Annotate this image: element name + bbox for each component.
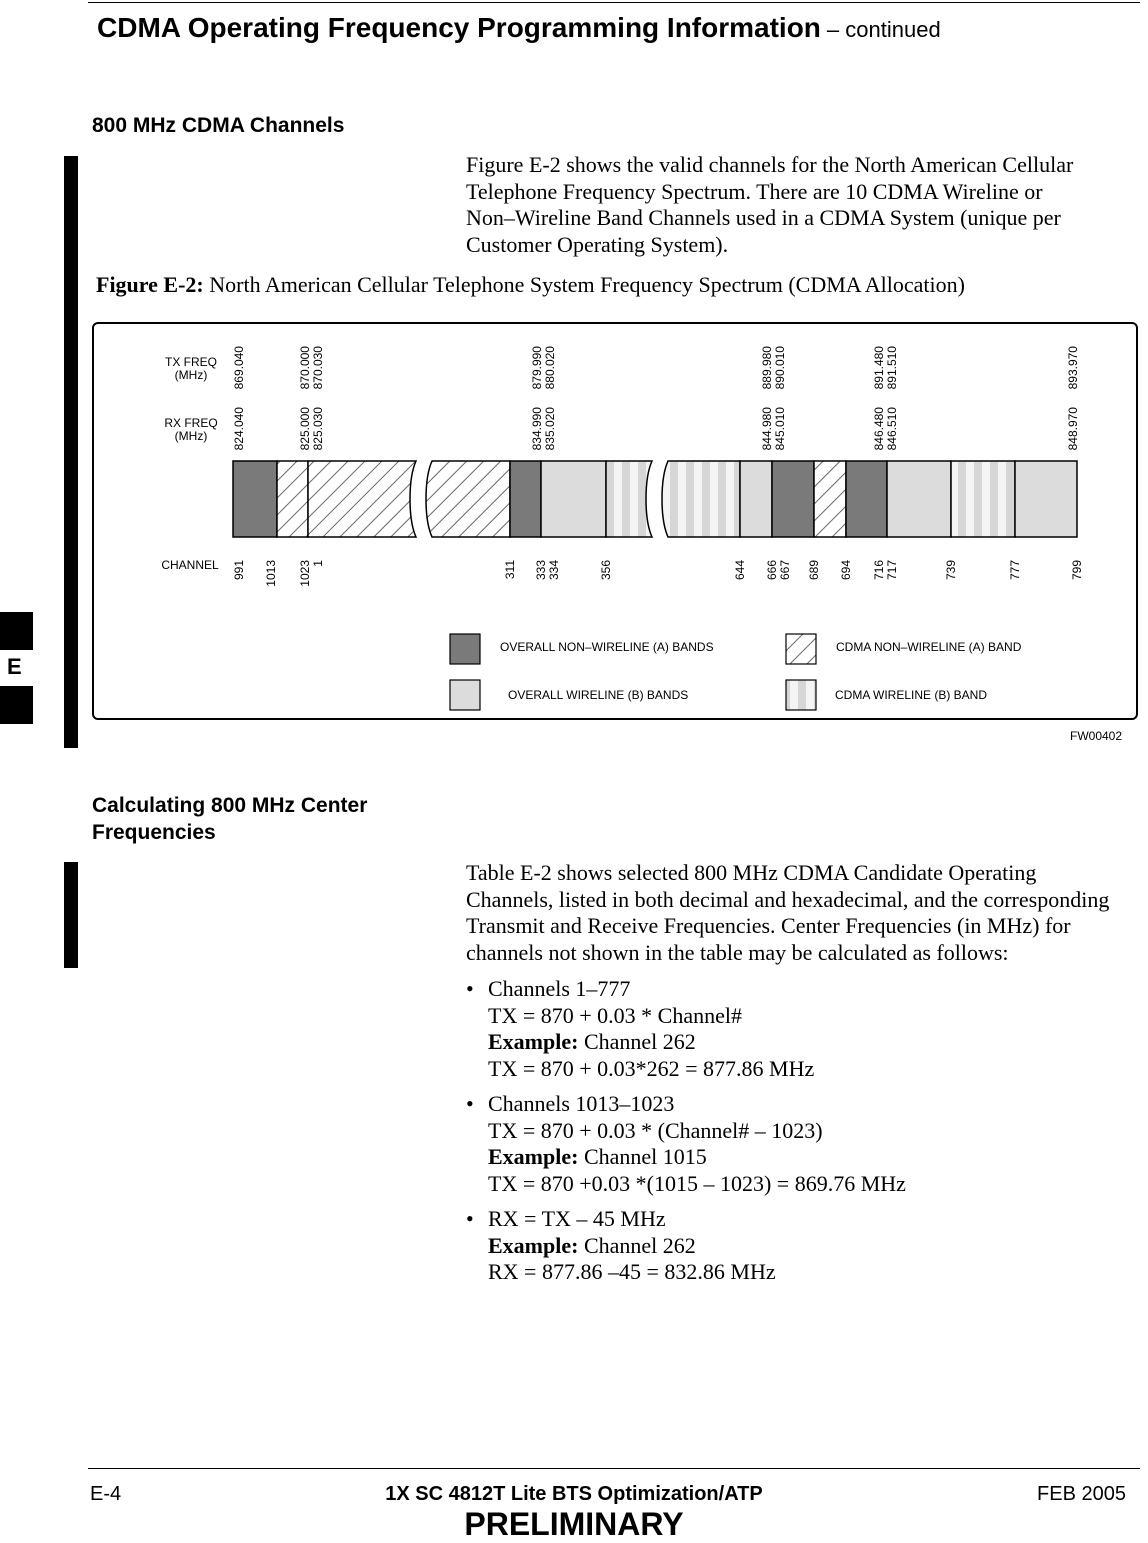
band-wireline-b-334 (541, 461, 606, 537)
section1-paragraph (466, 152, 1146, 258)
figure-caption-text: North American Cellular Telephone System Frequency Spectrum (CDMA Allocation) (209, 272, 965, 297)
bullet-example (488, 1029, 1146, 1056)
band-cdma-wireline-b-356 (606, 461, 652, 537)
band-cdma-nonwireline-a-1023 (308, 461, 416, 537)
legend-swatch-cdma-nonwireline (786, 634, 816, 664)
example-label: Example: (488, 1029, 579, 1054)
tx-freq-tick-label: 891.480 (872, 346, 886, 390)
page-title (97, 12, 941, 44)
bullet-calc: RX = 877.86 –45 = 832.86 MHz (488, 1259, 776, 1284)
legend-swatch-overall-wireline (450, 680, 480, 710)
rx-freq-tick-label: 825.000 (298, 407, 312, 451)
example-label: Example: (488, 1232, 579, 1258)
tx-freq-tick-label: 870.030 (311, 346, 325, 390)
channel-tick-label: 356 (599, 560, 613, 581)
legend-swatch-overall-nonwireline (450, 634, 480, 664)
legend-swatch-cdma-wireline (786, 680, 816, 710)
legend (450, 634, 1022, 710)
footer-document-title: 1X SC 4812T Lite BTS Optimization/ATP (385, 1483, 763, 1505)
tx-freq-tick-label: 889.980 (760, 346, 774, 390)
frequency-spectrum-figure (92, 322, 1138, 720)
paragraph-line: Figure E-2 shows the valid channels for the North American Cellular (466, 152, 1074, 177)
channel-tick-label: 644 (733, 560, 747, 581)
channel-tick-label: 1023 (298, 560, 312, 587)
bullet-calc: TX = 870 +0.03 *(1015 – 1023) = 869.76 MHz (488, 1170, 906, 1196)
band-wireline-b-777 (1015, 461, 1077, 537)
bullet-formula: TX = 870 + 0.03 * (Channel# – 1023) (488, 1117, 823, 1143)
tx-freq-unit: (MHz) (174, 368, 208, 382)
tx-freq-tick-label: 893.970 (1066, 346, 1080, 390)
band-wireline-b-666 (740, 461, 772, 537)
page-title-text: CDMA Operating Frequency Programming Information (97, 12, 821, 43)
channel-tick-label: 799 (1070, 560, 1084, 581)
paragraph-line: Channels, listed in both decimal and hexadecimal, and the corresponding (466, 886, 1110, 912)
rx-freq-tick-label: 824.040 (232, 407, 246, 451)
bullet-head: • Channels 1–777 (488, 976, 631, 1001)
section-heading-800mhz-channels: 800 MHz CDMA Channels (92, 114, 345, 137)
section-tab-letter: E (7, 654, 22, 679)
legend-label-overall-wireline: OVERALL WIRELINE (B) BANDS (508, 688, 689, 702)
rx-freq-tick-label: 846.480 (872, 407, 886, 451)
tx-freq-tick-label: 879.990 (530, 346, 544, 390)
formula-list (466, 976, 1146, 1295)
rx-freq-tick-label: 844.980 (760, 407, 774, 451)
channel-tick-label: 717 (885, 560, 899, 581)
rx-freq-tick-label: 848.970 (1066, 407, 1080, 451)
paragraph-line: Table E-2 shows selected 800 MHz CDMA Candidate Operating (466, 860, 1037, 885)
channel-tick-label: 333 (534, 560, 548, 581)
band-wireline-b-717 (887, 461, 951, 537)
tx-freq-tick-label: 891.510 (885, 346, 899, 390)
bullet-example (488, 1144, 1146, 1171)
bullet-calc: TX = 870 + 0.03*262 = 877.86 MHz (488, 1055, 815, 1081)
legend-label-cdma-nonwireline: CDMA NON–WIRELINE (A) BAND (836, 640, 1022, 654)
footer-date: FEB 2005 (1037, 1483, 1126, 1505)
channel-tick-label: 666 (765, 560, 779, 581)
bullet-example (488, 1233, 1146, 1260)
tx-freq-tick-label: 869.040 (232, 346, 246, 390)
rx-freq-tick-label: 825.030 (311, 407, 325, 451)
band-cdma-nonwireline-a-689 (814, 461, 846, 537)
paragraph-line: Non–Wireline Band Channels used in a CDMA System (unique per (466, 205, 1061, 230)
figure-caption-label: Figure E-2: (96, 272, 204, 297)
channel-tick-label: 739 (944, 560, 958, 581)
paragraph-line: Transmit and Receive Frequencies. Center Frequencies (in MHz) for (466, 913, 1071, 938)
page-title-continued: – continued (826, 17, 941, 42)
section-tab-lower (0, 686, 33, 724)
band-nonwireline-a-667 (772, 461, 814, 537)
tx-freq-label: TX FREQ (164, 355, 218, 369)
channel-tick-label: 716 (872, 560, 886, 581)
example-text: Channel 262 (583, 1029, 696, 1054)
header-rule (88, 2, 1140, 3)
channel-tick-label: 991 (232, 560, 246, 581)
heading-line: Frequencies (92, 821, 216, 844)
bullet-head: • Channels 1013–1023 (488, 1091, 675, 1116)
rx-freq-tick-label: 845.010 (773, 407, 787, 451)
channel-tick-label: 689 (807, 560, 821, 581)
bullet-formula: TX = 870 + 0.03 * Channel# (488, 1002, 742, 1028)
channel-tick-label: 777 (1008, 560, 1022, 581)
band-nonwireline-a-991 (233, 461, 277, 537)
tx-freq-tick-label: 890.010 (773, 346, 787, 390)
rx-freq-unit: (MHz) (174, 429, 208, 443)
spectrum-diagram (94, 324, 1136, 718)
footer-page-number: E-4 (90, 1483, 122, 1505)
channel-label: CHANNEL (161, 558, 219, 572)
channel-tick-label: 694 (839, 560, 853, 581)
figure-id: FW00402 (1070, 729, 1123, 743)
example-label: Example: (488, 1144, 579, 1169)
change-bar (64, 156, 78, 748)
tx-freq-tick-label: 880.020 (543, 346, 557, 390)
band-cdma-nonwireline-a-1 (426, 461, 510, 537)
channel-tick-label: 667 (778, 560, 792, 581)
rx-freq-tick-label: 835.020 (543, 407, 557, 451)
paragraph-line: Telephone Frequency Spectrum. There are 10 CDMA Wireline or (466, 178, 1043, 204)
example-text: Channel 262 (583, 1232, 696, 1258)
channel-tick-label: 311 (503, 560, 517, 580)
band-cdma-wireline-b-739 (951, 461, 1015, 537)
channel-tick-label: 1013 (264, 560, 278, 587)
list-item (466, 1206, 1146, 1286)
figure-caption (96, 272, 965, 298)
example-text: Channel 1015 (583, 1144, 707, 1169)
footer-preliminary-stamp: PRELIMINARY (464, 1506, 684, 1542)
section-tab-upper (0, 612, 33, 650)
legend-label-overall-nonwireline: OVERALL NON–WIRELINE (A) BANDS (500, 640, 714, 654)
rx-freq-label: RX FREQ (164, 416, 218, 430)
list-item (466, 976, 1146, 1082)
band-cdma-wireline-b-644 (662, 461, 740, 537)
channel-tick-label: 1 (311, 560, 325, 567)
list-item (466, 1091, 1146, 1197)
channel-tick-label: 334 (547, 560, 561, 581)
section-heading-calculating (92, 792, 367, 846)
change-bar (64, 862, 78, 968)
section2-paragraph (466, 860, 1146, 966)
legend-label-cdma-wireline: CDMA WIRELINE (B) BAND (835, 688, 988, 702)
bullet-head: • RX = TX – 45 MHz (488, 1206, 666, 1231)
paragraph-line: channels not shown in the table may be calculated as follows: (466, 939, 1009, 965)
tx-freq-tick-label: 870.000 (298, 346, 312, 390)
footer-rule (88, 1468, 1140, 1469)
band-nonwireline-a-311 (510, 461, 541, 537)
heading-line: Calculating 800 MHz Center (92, 794, 368, 817)
band-nonwireline-a-694 (846, 461, 887, 537)
band-cdma-nonwireline-a-1013 (277, 461, 308, 537)
paragraph-line: Customer Operating System). (466, 231, 729, 257)
rx-freq-tick-label: 846.510 (885, 407, 899, 451)
rx-freq-tick-label: 834.990 (530, 407, 544, 451)
